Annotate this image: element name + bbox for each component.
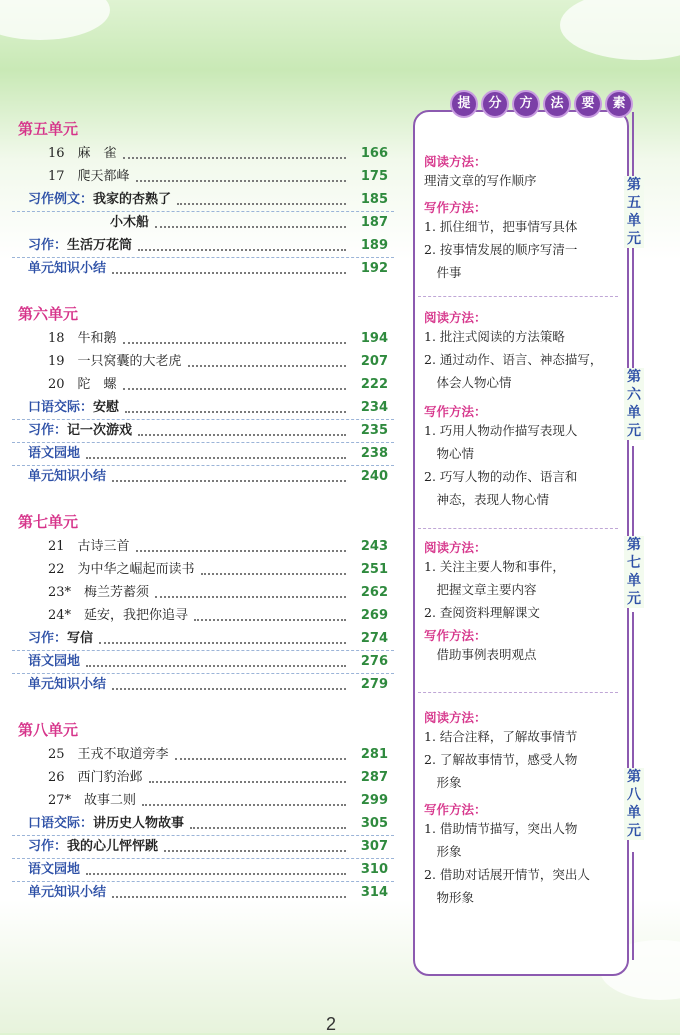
toc-entry[interactable]: [0, 213, 400, 233]
row-separator: [12, 257, 394, 258]
toc-entry[interactable]: [0, 560, 400, 580]
toc-entry[interactable]: [0, 467, 400, 487]
method-heading: 阅读方法：: [424, 710, 487, 725]
toc-section-label: 口语交际：: [28, 400, 94, 415]
toc-page-number: 240: [360, 469, 388, 484]
method-text: 1. 巧用人物动作描写表现人: [424, 423, 578, 438]
toc-entry-title: [28, 259, 106, 279]
method-text: 1. 批注式阅读的方法策略: [424, 329, 565, 344]
toc-page-number: 234: [360, 400, 388, 415]
dot-leader: [155, 226, 346, 228]
toc-section-title: 我的心儿怦怦跳: [67, 839, 159, 854]
panel-title-char: 要: [574, 90, 602, 118]
method-divider: [418, 296, 618, 297]
panel-title-char: 法: [543, 90, 571, 118]
toc-page-number: 243: [360, 539, 388, 554]
toc-entry-title: [28, 837, 158, 857]
method-text: 理清文章的写作顺序: [424, 173, 537, 188]
method-text: 形象: [424, 844, 462, 859]
toc-section-label: 语文园地: [28, 446, 81, 461]
toc-entry[interactable]: [0, 421, 400, 441]
toc-section-label: 单元知识小结: [28, 469, 107, 484]
side-connector-line: [632, 612, 634, 768]
toc-page-number: 305: [360, 816, 388, 831]
panel-title-char: 提: [450, 90, 478, 118]
method-text: 神态，表现人物心情: [424, 492, 550, 507]
method-text: 把握文章主要内容: [424, 582, 537, 597]
toc-page-number: 276: [360, 654, 388, 669]
toc-entry-title: [28, 467, 106, 487]
dot-leader: [177, 203, 346, 205]
side-unit-label: 第 五 单 元: [624, 176, 644, 248]
method-text: 1. 结合注释，了解故事情节: [424, 729, 578, 744]
row-separator: [12, 465, 394, 466]
toc-entry-title: 17 爬天都峰: [48, 169, 130, 184]
dot-leader: [175, 758, 346, 760]
toc-entry-title: 22 为中华之崛起而读书: [48, 562, 195, 577]
toc-page-number: 194: [360, 331, 388, 346]
toc-entry[interactable]: [0, 329, 400, 349]
toc-entry[interactable]: [0, 768, 400, 788]
dot-leader: [125, 411, 346, 413]
toc-section-title: 写信: [67, 631, 94, 646]
toc-entry-title: 18 牛和鹅: [48, 331, 117, 346]
panel-title-char: 素: [605, 90, 633, 118]
toc-entry[interactable]: [0, 883, 400, 903]
toc-entry[interactable]: [0, 352, 400, 372]
toc-entry-title: 25 王戎不取道旁李: [48, 747, 169, 762]
toc-entry-title: 16 麻 雀: [48, 146, 117, 161]
toc-section-title: 讲历史人物故事: [93, 816, 185, 831]
toc-entry-title: [28, 814, 184, 834]
toc-entry[interactable]: [0, 190, 400, 210]
method-text: 2. 按事情发展的顺序写清一: [424, 242, 578, 257]
side-connector-line: [632, 852, 634, 960]
toc-section-title: 生活万花筒: [67, 238, 133, 253]
toc-page-number: 166: [360, 146, 388, 161]
toc-page-number: 281: [360, 747, 388, 762]
panel-title-char: 方: [512, 90, 540, 118]
side-connector-line: [632, 246, 634, 368]
toc-section-label: 口语交际：: [28, 816, 94, 831]
toc-entry[interactable]: [0, 583, 400, 603]
unit-heading: 第五单元: [18, 120, 79, 138]
toc-entry-title: [28, 236, 132, 256]
unit-heading: 第七单元: [18, 513, 79, 531]
method-text: 1. 抓住细节，把事情写具体: [424, 219, 578, 234]
toc-page-number: 207: [360, 354, 388, 369]
toc-entry-title: [28, 444, 80, 464]
dot-leader: [123, 342, 346, 344]
toc-section-label: 习作：: [28, 423, 68, 438]
toc-entry-title: [28, 629, 93, 649]
method-heading: 阅读方法：: [424, 154, 487, 169]
toc-entry-title: 23* 梅兰芳蓄须: [48, 585, 150, 600]
dot-leader: [194, 619, 346, 621]
toc-page-number: 175: [360, 169, 388, 184]
toc-entry[interactable]: [0, 167, 400, 187]
method-heading: 写作方法：: [424, 802, 487, 817]
dot-leader: [138, 434, 346, 436]
toc-entry-title: [28, 398, 119, 418]
dot-leader: [86, 665, 346, 667]
dot-leader: [136, 180, 346, 182]
dot-leader: [201, 573, 346, 575]
methods-panel-title: [450, 90, 633, 116]
toc-entry[interactable]: [0, 259, 400, 279]
row-separator: [12, 673, 394, 674]
toc-section-label: 语文园地: [28, 654, 81, 669]
method-text: 2. 借助对话展开情节，突出人: [424, 867, 590, 882]
toc-entry-title: [28, 883, 106, 903]
side-unit-label: 第 六 单 元: [624, 368, 644, 440]
page-number: 2: [326, 1014, 337, 1034]
dot-leader: [190, 827, 346, 829]
side-unit-label: 第 七 单 元: [624, 536, 644, 608]
dot-leader: [155, 596, 346, 598]
toc-page-number: 269: [360, 608, 388, 623]
toc-page-number: 235: [360, 423, 388, 438]
toc-section-label: 单元知识小结: [28, 261, 107, 276]
dot-leader: [123, 157, 346, 159]
toc-page-number: 262: [360, 585, 388, 600]
toc-section-label: 语文园地: [28, 862, 81, 877]
method-text: 件事: [424, 265, 462, 280]
toc-entry[interactable]: [0, 745, 400, 765]
method-heading: 阅读方法：: [424, 540, 487, 555]
unit-heading: 第六单元: [18, 305, 79, 323]
row-separator: [12, 211, 394, 212]
dot-leader: [149, 781, 346, 783]
toc-page-number: 187: [360, 215, 388, 230]
row-separator: [12, 650, 394, 651]
toc-entry-title: [28, 190, 171, 210]
toc-page-number: 307: [360, 839, 388, 854]
row-separator: [12, 835, 394, 836]
method-text: 体会人物心情: [424, 375, 512, 390]
toc-page-number: 222: [360, 377, 388, 392]
dot-leader: [112, 688, 346, 690]
method-text: 2. 巧写人物的动作、语言和: [424, 469, 578, 484]
toc-section-label: 单元知识小结: [28, 677, 107, 692]
dot-leader: [99, 642, 346, 644]
dot-leader: [164, 850, 346, 852]
toc-page-number: 310: [360, 862, 388, 877]
toc-section-title: 记一次游戏: [67, 423, 133, 438]
toc-entry-title: [28, 675, 106, 695]
dot-leader: [123, 388, 346, 390]
toc-page-number: 314: [360, 885, 388, 900]
method-text: 2. 了解故事情节，感受人物: [424, 752, 578, 767]
side-unit-label: 第 八 单 元: [624, 768, 644, 840]
row-separator: [12, 881, 394, 882]
dot-leader: [142, 804, 346, 806]
toc-entry-title: [28, 652, 80, 672]
toc-section-label: 习作：: [28, 631, 68, 646]
toc-entry[interactable]: [0, 375, 400, 395]
dot-leader: [188, 365, 346, 367]
toc-section-label: 习作：: [28, 238, 68, 253]
method-text: 物心情: [424, 446, 475, 461]
toc-entry[interactable]: [0, 537, 400, 557]
toc-entry[interactable]: [0, 860, 400, 880]
dot-leader: [136, 550, 346, 552]
method-text: 1. 关注主要人物和事件，: [424, 559, 565, 574]
method-heading: 写作方法：: [424, 200, 487, 215]
toc-page-number: 299: [360, 793, 388, 808]
toc-entry[interactable]: [0, 629, 400, 649]
toc-section-label: 单元知识小结: [28, 885, 107, 900]
side-connector-line: [632, 446, 634, 536]
toc-entry-title: 21 古诗三首: [48, 539, 130, 554]
toc-entry-title: 小木船: [110, 215, 150, 230]
method-text: 2. 通过动作、语言、神态描写，: [424, 352, 603, 367]
row-separator: [12, 858, 394, 859]
toc-entry-title: 26 西门豹治邺: [48, 770, 143, 785]
dot-leader: [86, 457, 346, 459]
dot-leader: [112, 272, 346, 274]
toc-entry-title: [28, 860, 80, 880]
method-text: 2. 查阅资料理解课文: [424, 605, 540, 620]
method-heading: 写作方法：: [424, 628, 487, 643]
toc-entry[interactable]: [0, 606, 400, 626]
toc-section-title: 我家的杏熟了: [93, 192, 172, 207]
toc-entry[interactable]: [0, 791, 400, 811]
dot-leader: [112, 480, 346, 482]
toc-section-title: 安慰: [93, 400, 120, 415]
side-connector-line: [632, 112, 634, 176]
toc-entry-title: 19 一只窝囊的大老虎: [48, 354, 182, 369]
cloud-decoration: [560, 0, 680, 60]
toc-page-number: 274: [360, 631, 388, 646]
toc-entry[interactable]: [0, 652, 400, 672]
row-separator: [12, 442, 394, 443]
toc-entry[interactable]: [0, 814, 400, 834]
cloud-decoration: [0, 0, 110, 40]
method-text: 物形象: [424, 890, 475, 905]
toc-entry-title: [28, 421, 132, 441]
toc-page-number: 251: [360, 562, 388, 577]
method-text: 借助事例表明观点: [424, 647, 537, 662]
dot-leader: [138, 249, 346, 251]
toc-entry[interactable]: [0, 675, 400, 695]
toc-entry[interactable]: [0, 444, 400, 464]
toc-page-number: 185: [360, 192, 388, 207]
dot-leader: [112, 896, 346, 898]
toc-page-number: 192: [360, 261, 388, 276]
toc-entry[interactable]: [0, 398, 400, 418]
toc-section-label: 习作：: [28, 839, 68, 854]
method-text: 形象: [424, 775, 462, 790]
toc-section-label: 习作例文：: [28, 192, 94, 207]
dot-leader: [86, 873, 346, 875]
method-text: 1. 借助情节描写，突出人物: [424, 821, 578, 836]
method-heading: 写作方法：: [424, 404, 487, 419]
toc-entry-title: 27* 故事二则: [48, 793, 137, 808]
method-divider: [418, 692, 618, 693]
method-heading: 阅读方法：: [424, 310, 487, 325]
panel-title-char: 分: [481, 90, 509, 118]
method-divider: [418, 528, 618, 529]
toc-page-number: 279: [360, 677, 388, 692]
toc-page-number: 189: [360, 238, 388, 253]
toc-entry-title: 20 陀 螺: [48, 377, 117, 392]
toc-page-number: 287: [360, 770, 388, 785]
toc-entry[interactable]: [0, 236, 400, 256]
toc-entry[interactable]: [0, 144, 400, 164]
toc-entry[interactable]: [0, 837, 400, 857]
toc-entry-title: 24* 延安，我把你追寻: [48, 608, 189, 623]
row-separator: [12, 419, 394, 420]
unit-heading: 第八单元: [18, 721, 79, 739]
toc-page-number: 238: [360, 446, 388, 461]
